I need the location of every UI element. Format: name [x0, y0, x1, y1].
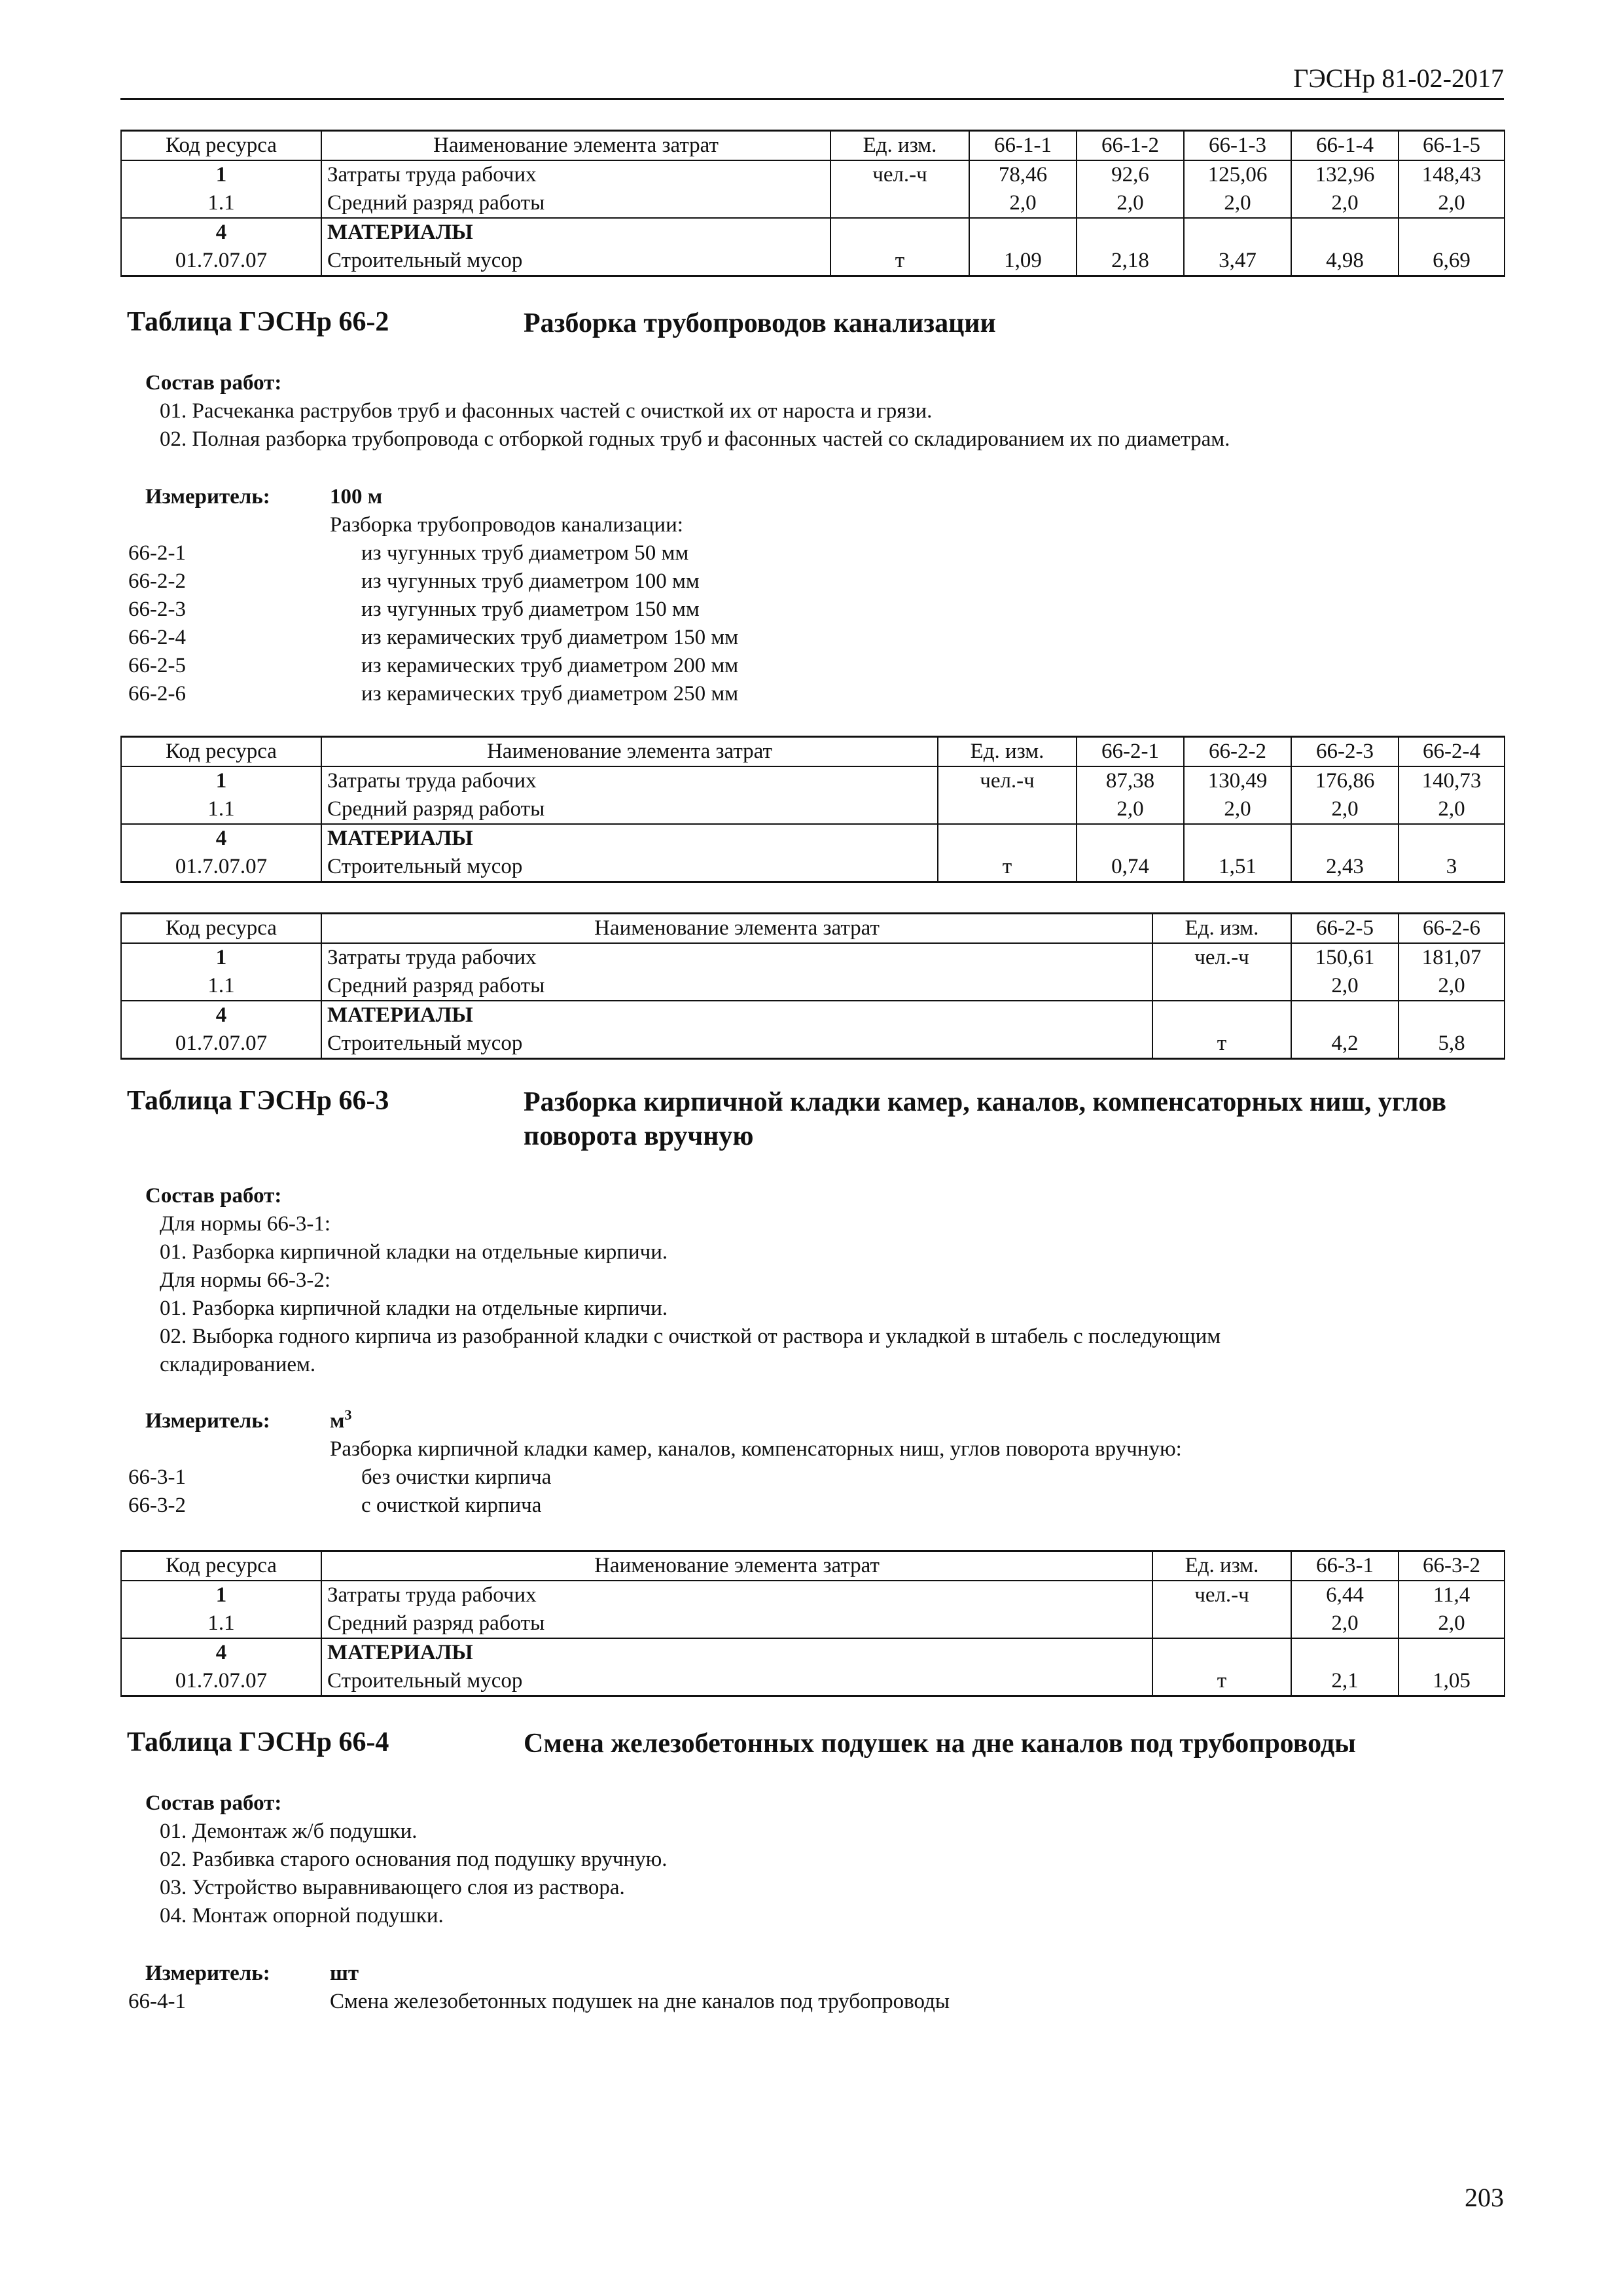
- table-row: [121, 1581, 1505, 1609]
- column-header: 66-1-4: [1291, 131, 1399, 161]
- cell-value: [1291, 1638, 1399, 1667]
- cell-value: 2,18: [1077, 247, 1184, 276]
- variant-text: из чугунных труб диаметром 100 мм: [361, 569, 700, 593]
- table-66-1-block: [120, 130, 1504, 277]
- cell-value: 2,0: [1291, 1609, 1399, 1638]
- variant-row: [128, 1463, 1503, 1492]
- resource-code: 4: [121, 1001, 321, 1030]
- resource-unit: [1152, 1001, 1291, 1030]
- cell-value: [1184, 218, 1291, 247]
- column-header: 66-2-4: [1399, 737, 1505, 767]
- variant-row: [128, 1492, 1503, 1520]
- page-number: 203: [1465, 2183, 1504, 2212]
- variant-text: из чугунных труб диаметром 150 мм: [361, 598, 700, 621]
- table-row: [121, 972, 1505, 1001]
- table-title: Разборка трубопроводов канализации: [524, 308, 996, 338]
- table-header-row: [121, 1551, 1505, 1581]
- cell-value: 1,05: [1399, 1667, 1505, 1696]
- column-header: 66-2-6: [1399, 914, 1505, 944]
- column-header: Ед. изм.: [830, 131, 969, 161]
- cell-value: 92,6: [1077, 160, 1184, 189]
- variant-row: [128, 596, 1503, 624]
- work-item: 01. Разборка кирпичной кладки на отдельные кирпичи.: [160, 1297, 668, 1320]
- meter-unit: $м^3$: [330, 1407, 352, 1433]
- variant-row: [128, 1988, 1503, 2016]
- table-header-row: [121, 737, 1505, 767]
- cell-value: 2,1: [1291, 1667, 1399, 1696]
- cell-value: 2,0: [1399, 795, 1505, 824]
- resource-code: 1.1: [121, 795, 321, 824]
- resource-unit: [830, 218, 969, 247]
- cell-value: [1399, 218, 1505, 247]
- cell-value: 6,69: [1399, 247, 1505, 276]
- column-header: Ед. изм.: [1152, 1551, 1291, 1581]
- cell-value: [1291, 1001, 1399, 1030]
- cell-value: 140,73: [1399, 766, 1505, 795]
- document-code: ГЭСНр 81-02-2017: [1293, 63, 1504, 93]
- column-header: Ед. изм.: [938, 737, 1077, 767]
- resource-code: 01.7.07.07: [121, 1667, 321, 1696]
- table-row: [121, 795, 1505, 824]
- cell-value: 132,96: [1291, 160, 1399, 189]
- table-row: [121, 824, 1505, 853]
- table-row: [121, 1030, 1505, 1059]
- variant-row: [128, 567, 1503, 596]
- resource-unit: [1152, 1638, 1291, 1667]
- meter-unit: 100 м: [330, 485, 383, 509]
- header-rule: [120, 98, 1504, 100]
- variant-text: с очисткой кирпича: [361, 1494, 542, 1517]
- cell-value: 2,0: [1399, 972, 1505, 1001]
- cell-value: [969, 218, 1077, 247]
- variant-code: 66-4-1: [128, 1990, 186, 2013]
- work-item: 02. Полная разборка трубопровода с отборкой годных труб и фасонных частей со складированием их по диаметрам.: [160, 427, 1230, 451]
- work-item: 01. Расчеканка раструбов труб и фасонных частей с очисткой их от нароста и грязи.: [160, 399, 933, 423]
- table-row: [121, 1667, 1505, 1696]
- cell-value: 1,09: [969, 247, 1077, 276]
- resource-name: Средний разряд работы: [321, 1609, 1152, 1638]
- resource-name: Строительный мусор: [321, 853, 938, 882]
- works-composition-66-3: [145, 1182, 1500, 1379]
- column-header: 66-2-3: [1291, 737, 1399, 767]
- variant-row: [128, 624, 1503, 652]
- meter-label: Измеритель:: [145, 1409, 270, 1433]
- table-66-3-block: [120, 1550, 1504, 1697]
- variant-code: 66-3-1: [128, 1465, 186, 1489]
- cell-value: 3: [1399, 853, 1505, 882]
- cell-value: 2,0: [1399, 189, 1505, 218]
- resource-name: Строительный мусор: [321, 247, 830, 276]
- cell-value: 150,61: [1291, 943, 1399, 972]
- cell-value: 2,0: [1077, 189, 1184, 218]
- table-number: Таблица ГЭСНр 66-3: [127, 1086, 389, 1116]
- resource-code: 1.1: [121, 1609, 321, 1638]
- resource-name: Строительный мусор: [321, 1030, 1152, 1059]
- works-composition-66-2: [145, 369, 1500, 454]
- resource-unit: чел.-ч: [1152, 1581, 1291, 1609]
- table-title: Разборка кирпичной кладки камер, каналов, компенсаторных ниш, углов поворота вручную: [524, 1087, 1447, 1151]
- works-label: Состав работ:: [145, 1184, 282, 1208]
- cell-value: [1399, 1001, 1505, 1030]
- variant-row: [128, 652, 1503, 680]
- cell-value: 11,4: [1399, 1581, 1505, 1609]
- resource-table-66-1: [120, 130, 1505, 277]
- cell-value: [1077, 218, 1184, 247]
- table-row: [121, 943, 1505, 972]
- column-header: Ед. изм.: [1152, 914, 1291, 944]
- cell-value: 3,47: [1184, 247, 1291, 276]
- column-header: Наименование элемента затрат: [321, 1551, 1152, 1581]
- table-number: Таблица ГЭСНр 66-2: [127, 307, 389, 337]
- meter-block-66-3: [128, 1407, 1503, 1520]
- resource-name: МАТЕРИАЛЫ: [321, 1001, 1152, 1030]
- work-item: 02. Выборка годного кирпича из разобранной кладки с очисткой от раствора и укладкой в штабель с последующим: [160, 1325, 1221, 1348]
- column-header: Наименование элемента затрат: [321, 914, 1152, 944]
- table-row: [121, 853, 1505, 882]
- resource-unit: [938, 795, 1077, 824]
- cell-value: 176,86: [1291, 766, 1399, 795]
- column-header: Наименование элемента затрат: [321, 737, 938, 767]
- variant-code: 66-2-4: [128, 626, 186, 649]
- resource-name: Затраты труда рабочих: [321, 1581, 1152, 1609]
- meter-block-66-2: [128, 483, 1503, 708]
- resource-code: 4: [121, 218, 321, 247]
- resource-code: 1: [121, 1581, 321, 1609]
- cell-value: 6,44: [1291, 1581, 1399, 1609]
- cell-value: 148,43: [1399, 160, 1505, 189]
- resource-code: 01.7.07.07: [121, 247, 321, 276]
- variant-text: из керамических труб диаметром 150 мм: [361, 626, 739, 649]
- cell-value: [1291, 824, 1399, 853]
- cell-value: 87,38: [1077, 766, 1184, 795]
- table-row: [121, 1609, 1505, 1638]
- works-label: Состав работ:: [145, 1791, 282, 1815]
- resource-unit: т: [830, 247, 969, 276]
- cell-value: 2,0: [1077, 795, 1184, 824]
- table-title: Смена железобетонных подушек на дне каналов под трубопроводы: [524, 1729, 1356, 1759]
- resource-name: МАТЕРИАЛЫ: [321, 1638, 1152, 1667]
- cell-value: 181,07: [1399, 943, 1505, 972]
- column-header: 66-3-1: [1291, 1551, 1399, 1581]
- meter-block-66-4: [128, 1960, 1503, 2016]
- variant-code: 66-2-5: [128, 654, 186, 677]
- resource-name: МАТЕРИАЛЫ: [321, 824, 938, 853]
- cell-value: [1291, 218, 1399, 247]
- cell-value: 4,98: [1291, 247, 1399, 276]
- work-item: 01. Разборка кирпичной кладки на отдельные кирпичи.: [160, 1240, 668, 1264]
- resource-code: 1.1: [121, 972, 321, 1001]
- column-header: 66-3-2: [1399, 1551, 1505, 1581]
- resource-code: 1: [121, 766, 321, 795]
- column-header: Код ресурса: [121, 1551, 321, 1581]
- table-row: [121, 218, 1505, 247]
- resource-unit: [1152, 1609, 1291, 1638]
- resource-code: 1: [121, 943, 321, 972]
- resource-name: Средний разряд работы: [321, 972, 1152, 1001]
- resource-unit: т: [938, 853, 1077, 882]
- works-label: Состав работ:: [145, 371, 282, 395]
- resource-unit: т: [1152, 1667, 1291, 1696]
- cell-value: 2,0: [1291, 972, 1399, 1001]
- table-row: [121, 1001, 1505, 1030]
- table-row: [121, 247, 1505, 276]
- column-header: 66-1-3: [1184, 131, 1291, 161]
- resource-table-66-3: [120, 1550, 1505, 1697]
- column-header: 66-1-2: [1077, 131, 1184, 161]
- resource-unit: [938, 824, 1077, 853]
- resource-unit: [830, 189, 969, 218]
- meter-description: Разборка кирпичной кладки камер, каналов, компенсаторных ниш, углов поворота вручную:: [330, 1437, 1182, 1461]
- meter-label: Измеритель:: [145, 485, 270, 509]
- column-header: 66-2-1: [1077, 737, 1184, 767]
- work-item: Для нормы 66-3-1:: [160, 1212, 331, 1236]
- column-header: Наименование элемента затрат: [321, 131, 830, 161]
- resource-code: 4: [121, 1638, 321, 1667]
- cell-value: 2,0: [1399, 1609, 1505, 1638]
- work-item: 03. Устройство выравнивающего слоя из раствора.: [160, 1876, 625, 1899]
- cell-value: 125,06: [1184, 160, 1291, 189]
- resource-unit: чел.-ч: [938, 766, 1077, 795]
- resource-code: 01.7.07.07: [121, 1030, 321, 1059]
- resource-code: 01.7.07.07: [121, 853, 321, 882]
- table-row: [121, 766, 1505, 795]
- table-66-2a-block: [120, 736, 1504, 883]
- cell-value: [1399, 824, 1505, 853]
- variant-code: 66-2-1: [128, 541, 186, 565]
- work-item: 04. Монтаж опорной подушки.: [160, 1904, 444, 1928]
- cell-value: 2,0: [1184, 795, 1291, 824]
- variant-text: Смена железобетонных подушек на дне каналов под трубопроводы: [330, 1990, 950, 2013]
- cell-value: [1077, 824, 1184, 853]
- meter-label: Измеритель:: [145, 1962, 270, 1985]
- resource-name: Затраты труда рабочих: [321, 943, 1152, 972]
- table-header-row: [121, 131, 1505, 161]
- work-item: Для нормы 66-3-2:: [160, 1268, 331, 1292]
- resource-code: 1: [121, 160, 321, 189]
- cell-value: 2,0: [1291, 795, 1399, 824]
- cell-value: 5,8: [1399, 1030, 1505, 1059]
- column-header: 66-1-5: [1399, 131, 1505, 161]
- cell-value: 2,0: [1184, 189, 1291, 218]
- resource-name: Средний разряд работы: [321, 189, 830, 218]
- column-header: 66-2-5: [1291, 914, 1399, 944]
- table-row: [121, 1638, 1505, 1667]
- resource-unit: т: [1152, 1030, 1291, 1059]
- variant-row: [128, 539, 1503, 567]
- resource-name: МАТЕРИАЛЫ: [321, 218, 830, 247]
- cell-value: 130,49: [1184, 766, 1291, 795]
- cell-value: 2,0: [969, 189, 1077, 218]
- resource-name: Затраты труда рабочих: [321, 160, 830, 189]
- resource-unit: [1152, 972, 1291, 1001]
- work-item: складированием.: [160, 1353, 316, 1376]
- work-item: 02. Разбивка старого основания под подушку вручную.: [160, 1848, 668, 1871]
- variant-code: 66-2-2: [128, 569, 186, 593]
- variant-text: из керамических труб диаметром 200 мм: [361, 654, 739, 677]
- variant-row: [128, 680, 1503, 708]
- resource-table-66-2a: [120, 736, 1505, 883]
- cell-value: [1399, 1638, 1505, 1667]
- resource-code: 1.1: [121, 189, 321, 218]
- column-header: 66-1-1: [969, 131, 1077, 161]
- resource-code: 4: [121, 824, 321, 853]
- resource-name: Затраты труда рабочих: [321, 766, 938, 795]
- resource-unit: чел.-ч: [830, 160, 969, 189]
- column-header: 66-2-2: [1184, 737, 1291, 767]
- table-66-2b-block: [120, 912, 1504, 1060]
- table-header-row: [121, 914, 1505, 944]
- works-composition-66-4: [145, 1789, 1500, 1930]
- meter-description: Разборка трубопроводов канализации:: [330, 513, 683, 537]
- column-header: Код ресурса: [121, 131, 321, 161]
- table-number: Таблица ГЭСНр 66-4: [127, 1727, 389, 1757]
- table-row: [121, 160, 1505, 189]
- table-row: [121, 189, 1505, 218]
- variant-code: 66-2-3: [128, 598, 186, 621]
- variant-text: без очистки кирпича: [361, 1465, 552, 1489]
- cell-value: 2,0: [1291, 189, 1399, 218]
- resource-name: Строительный мусор: [321, 1667, 1152, 1696]
- column-header: Код ресурса: [121, 914, 321, 944]
- cell-value: 78,46: [969, 160, 1077, 189]
- work-item: 01. Демонтаж ж/б подушки.: [160, 1820, 418, 1843]
- cell-value: 1,51: [1184, 853, 1291, 882]
- resource-table-66-2b: [120, 912, 1505, 1060]
- variant-code: 66-2-6: [128, 682, 186, 706]
- resource-name: Средний разряд работы: [321, 795, 938, 824]
- variant-text: из чугунных труб диаметром 50 мм: [361, 541, 689, 565]
- cell-value: 0,74: [1077, 853, 1184, 882]
- cell-value: 4,2: [1291, 1030, 1399, 1059]
- variant-text: из керамических труб диаметром 250 мм: [361, 682, 739, 706]
- meter-unit: шт: [330, 1962, 359, 1985]
- cell-value: [1184, 824, 1291, 853]
- cell-value: 2,43: [1291, 853, 1399, 882]
- variant-code: 66-3-2: [128, 1494, 186, 1517]
- column-header: Код ресурса: [121, 737, 321, 767]
- resource-unit: чел.-ч: [1152, 943, 1291, 972]
